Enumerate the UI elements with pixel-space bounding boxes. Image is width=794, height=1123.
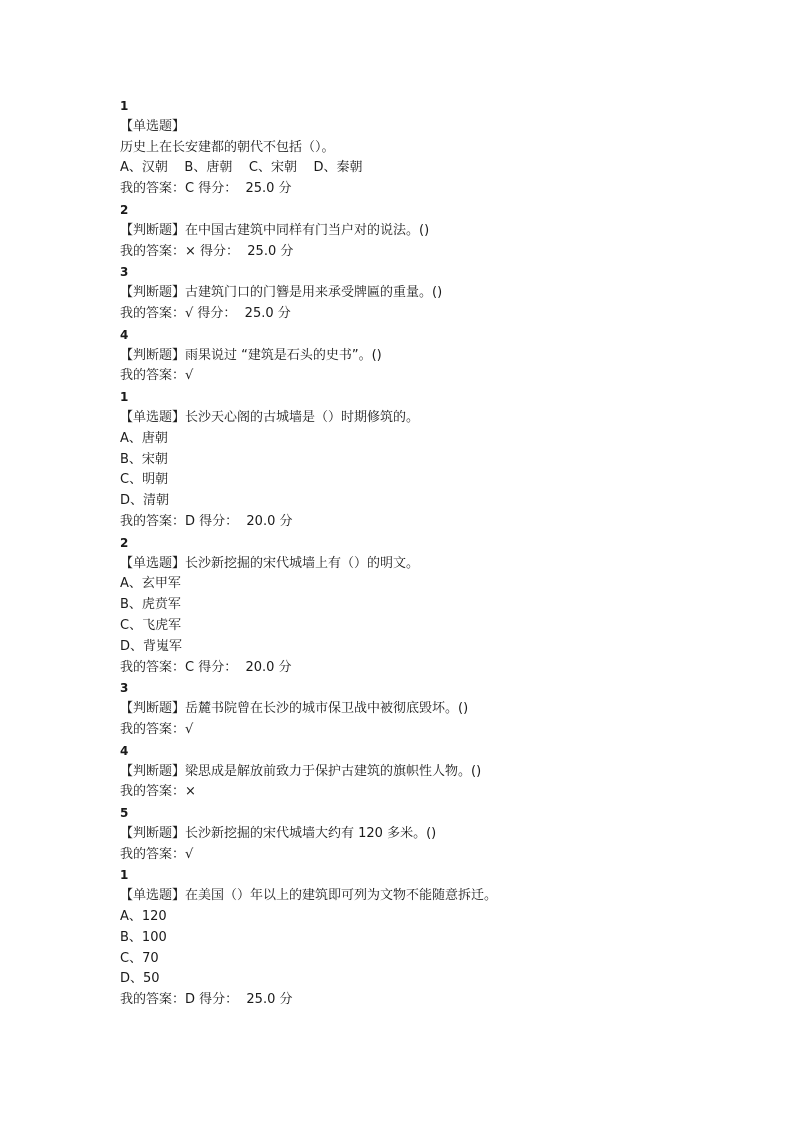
answer-line: 我的答案：C 得分： 20.0 分 xyxy=(120,659,292,675)
question-text: 【判断题】雨果说过 “建筑是石头的史书”。() xyxy=(120,347,382,363)
option-line: D、背嵬军 xyxy=(120,638,183,654)
answer-line: 我的答案：C 得分： 25.0 分 xyxy=(120,181,292,197)
option-line: D、清朝 xyxy=(120,493,170,509)
question-number: 4 xyxy=(120,743,129,758)
option-line: B、宋朝 xyxy=(120,451,168,467)
question-stem: 历史上在长安建都的朝代不包括（）。 xyxy=(120,139,335,155)
answer-line: 我的答案：× xyxy=(120,784,196,800)
question-text: 【单选题】长沙新挖掘的宋代城墙上有（）的明文。 xyxy=(120,555,420,571)
question-text: 【判断题】古建筑门口的门簪是用来承受牌匾的重量。() xyxy=(120,285,443,301)
question-number: 5 xyxy=(120,806,129,821)
question-number: 1 xyxy=(120,99,129,113)
option-line: A、汉朝 B、唐朝 C、宋朝 D、秦朝 xyxy=(120,160,363,176)
answer-line: 我的答案：√ xyxy=(120,721,194,737)
question-text: 【判断题】在中国古建筑中同样有门当户对的说法。() xyxy=(120,222,430,238)
question-number: 1 xyxy=(120,390,129,405)
answer-line: 我的答案：√ 得分： 25.0 分 xyxy=(120,305,291,321)
question-number: 2 xyxy=(120,202,129,217)
question-text: 【判断题】岳麓书院曾在长沙的城市保卫战中被彻底毁坏。() xyxy=(120,701,469,717)
option-line: C、飞虎军 xyxy=(120,617,182,633)
question-number: 4 xyxy=(120,327,129,342)
option-line: B、虎贲军 xyxy=(120,597,181,613)
question-text: 【单选题】 xyxy=(120,118,186,134)
answer-line: 我的答案：√ xyxy=(120,368,194,384)
question-number: 3 xyxy=(120,265,129,280)
answer-line: 我的答案：D 得分： 20.0 分 xyxy=(120,513,293,529)
document-content xyxy=(120,96,680,1011)
question-text: 【判断题】梁思成是解放前致力于保护古建筑的旗帜性人物。() xyxy=(120,763,482,779)
option-line: D、50 xyxy=(120,971,160,987)
question-number: 1 xyxy=(120,868,129,883)
question-text: 【单选题】长沙天心阁的古城墙是（）时期修筑的。 xyxy=(120,409,420,425)
answer-line: 我的答案：√ xyxy=(120,846,194,862)
option-line: A、唐朝 xyxy=(120,430,168,446)
option-line: C、70 xyxy=(120,950,159,966)
question-text: 【判断题】长沙新挖掘的宋代城墙大约有 120 多米。() xyxy=(120,825,437,841)
answer-line: 我的答案：× 得分： 25.0 分 xyxy=(120,243,294,259)
option-line: A、玄甲军 xyxy=(120,576,181,592)
option-line: A、120 xyxy=(120,909,167,925)
option-line: B、100 xyxy=(120,929,167,945)
question-number: 2 xyxy=(120,535,129,550)
option-line: C、明朝 xyxy=(120,472,169,488)
question-text: 【单选题】在美国（）年以上的建筑即可列为文物不能随意拆迁。 xyxy=(120,888,498,904)
question-number: 3 xyxy=(120,681,129,696)
answer-line: 我的答案：D 得分： 25.0 分 xyxy=(120,992,293,1008)
